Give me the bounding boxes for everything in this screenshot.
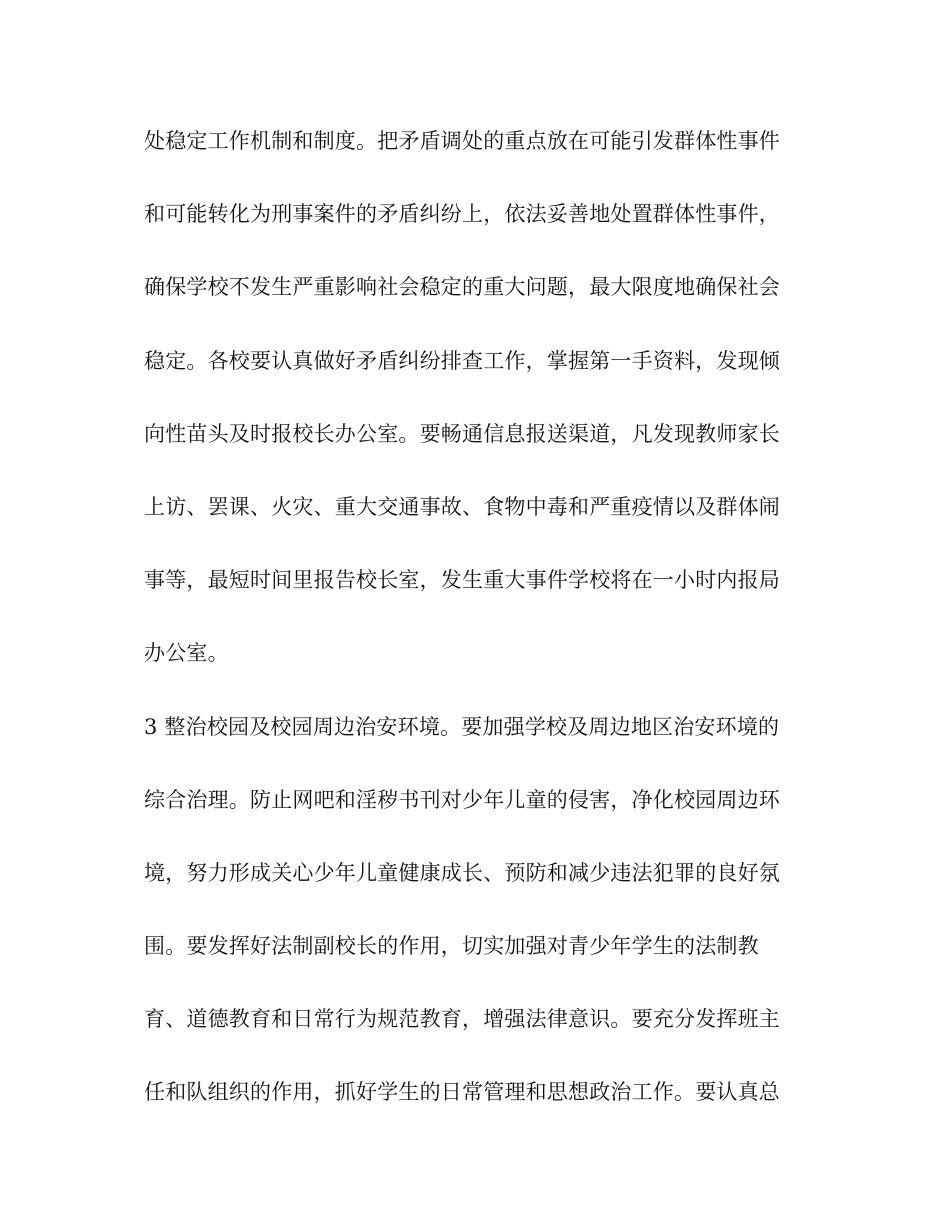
text-line: 综合治理。防止网吧和淫秽书刊对少年儿童的侵害，净化校园周边环 — [144, 787, 780, 812]
document-body — [144, 116, 804, 1141]
text-line: 事等，最短时间里报告校长室，发生重大事件学校将在一小时内报局 — [144, 568, 780, 593]
text-line: 处稳定工作机制和制度。把矛盾调处的重点放在可能引发群体性事件 — [144, 129, 780, 153]
text-line: 境，努力形成关心少年儿童健康成长、预防和减少违法犯罪的良好氛 — [144, 860, 780, 885]
text-line: 围。要发挥好法制副校长的作用，切实加强对青少年学生的法制教 — [144, 934, 759, 959]
text-line: 确保学校不发生严重影响社会稳定的重大问题，最大限度地确保社会 — [144, 275, 780, 300]
text-line: 育、道德教育和日常行为规范教育，增强法律意识。要充分发挥班主 — [144, 1007, 780, 1032]
text-line: 稳定。各校要认真做好矛盾纠纷排查工作，掌握第一手资料，发现倾 — [144, 348, 780, 373]
text-line: 任和队组织的作用，抓好学生的日常管理和思想政治工作。要认真总 — [144, 1080, 780, 1105]
text-line: 上访、罢课、火灾、重大交通事故、食物中毒和严重疫情以及群体闹 — [144, 494, 780, 519]
text-line: 向性苗头及时报校长办公室。要畅通信息报送渠道，凡发现教师家长 — [144, 421, 780, 446]
text-line: 3 整治校园及校园周边治安环境。要加强学校及周边地区治安环境的 — [144, 714, 780, 739]
text-line: 办公室。 — [144, 641, 229, 666]
text-line: 和可能转化为刑事案件的矛盾纠纷上，依法妥善地处置群体性事件， — [144, 202, 780, 227]
